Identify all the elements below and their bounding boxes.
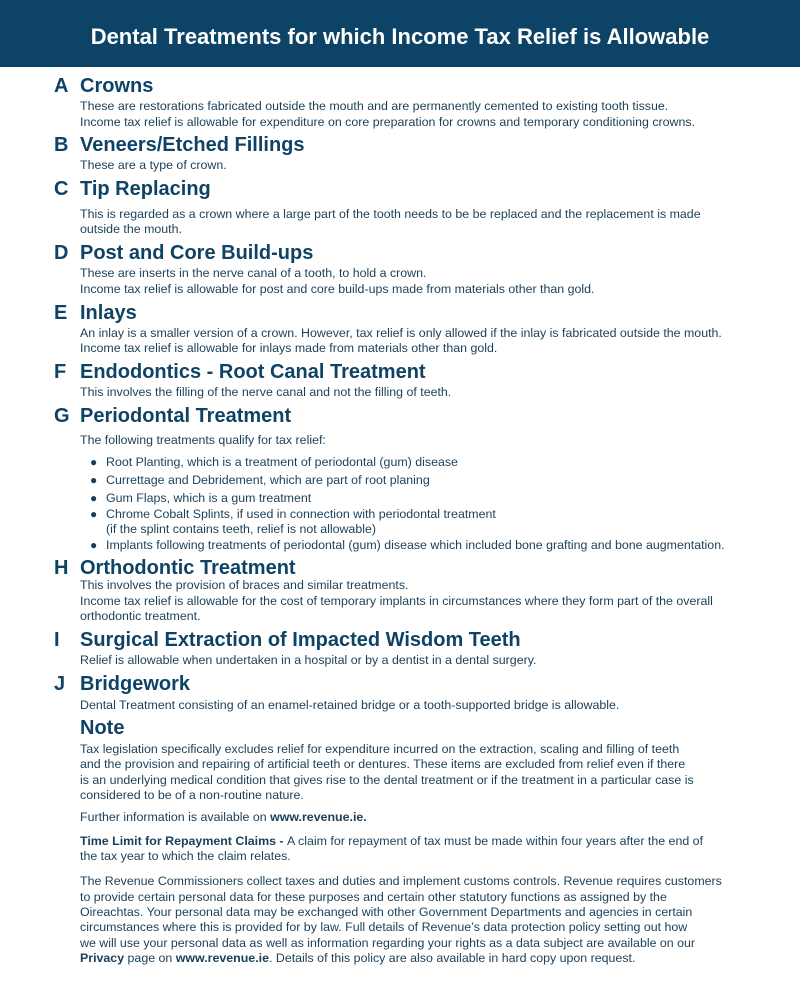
note-heading: Note — [80, 717, 125, 739]
section-text: These are inserts in the nerve canal of a tooth, to hold a crown. — [80, 266, 427, 280]
section-text: This involves the provision of braces and similar treatments. — [80, 578, 409, 592]
section-text: Relief is allowable when undertaken in a hospital or by a dentist in a dental surgery. — [80, 653, 537, 667]
note-text: and the provision and repairing of artificial teeth or dentures. These items are excluded from relief even if there — [80, 757, 686, 771]
privacy-text: we will use your personal data as well as information regarding your rights as a data subject are available on our — [80, 936, 696, 950]
section-letter: A — [54, 75, 69, 97]
section-heading: Inlays — [80, 302, 137, 324]
note-text: considered to be of a non-routine nature. — [80, 788, 304, 802]
section-heading: Tip Replacing — [80, 178, 211, 200]
section-heading: Endodontics - Root Canal Treatment — [80, 361, 426, 383]
section-letter: B — [54, 134, 69, 156]
section-letter: F — [54, 361, 67, 383]
section-heading: Periodontal Treatment — [80, 405, 292, 427]
section-heading: Veneers/Etched Fillings — [80, 134, 305, 156]
list-item: Root Planting, which is a treatment of periodontal (gum) disease — [106, 455, 458, 469]
list-item: Gum Flaps, which is a gum treatment — [106, 491, 312, 505]
section-text: These are a type of crown. — [80, 158, 227, 172]
privacy-text: Oireachtas. Your personal data may be exchanged with other Government Departments and agencies in certain — [80, 905, 693, 919]
further-info — [80, 810, 760, 826]
section-letter: I — [54, 629, 60, 651]
note-text: Tax legislation specifically excludes relief for expenditure incurred on the extraction, scaling and filling of teeth — [80, 742, 680, 756]
time-limit-text: the tax year to which the claim relates. — [80, 849, 291, 863]
privacy-text: circumstances where this is provided for by law. Full details of Revenue’s data protection policy setting out how — [80, 920, 688, 934]
section-letter: J — [54, 673, 66, 695]
bullet-icon: ● — [90, 507, 98, 521]
section-text: Income tax relief is allowable for post and core build-ups made from materials other than gold. — [80, 282, 595, 296]
bullet-icon: ● — [90, 473, 98, 487]
list-item: Implants following treatments of periodontal (gum) disease which included bone grafting and bone augmentation. — [106, 538, 725, 552]
revenue-link[interactable]: www.revenue.ie. — [270, 810, 367, 824]
time-limit-label: Time Limit for Repayment Claims - — [80, 834, 288, 848]
time-limit-text: A claim for repayment of tax must be made within four years after the end of — [287, 834, 704, 848]
section-heading: Surgical Extraction of Impacted Wisdom Teeth — [80, 629, 521, 651]
note-text: is an underlying medical condition that gives rise to the dental treatment or if the treatment in a particular case is — [80, 773, 694, 787]
page-header — [0, 0, 800, 67]
section-text: Income tax relief is allowable for expenditure on core preparation for crowns and temporary conditioning crowns. — [80, 115, 696, 129]
bullet-icon: ● — [90, 538, 98, 552]
section-text: The following treatments qualify for tax relief: — [80, 433, 326, 447]
privacy-text: to provide certain personal data for these purposes and certain other statutory functions as assigned by the — [80, 890, 667, 904]
revenue-link-2[interactable]: www.revenue.ie — [175, 951, 269, 965]
list-item: Currettage and Debridement, which are part of root planing — [106, 473, 430, 487]
privacy-link[interactable]: Privacy — [80, 951, 125, 965]
section-text: This involves the filling of the nerve canal and not the filling of teeth. — [80, 385, 452, 399]
section-letter: H — [54, 557, 69, 579]
section-text: orthodontic treatment. — [80, 609, 201, 623]
section-letter: C — [54, 178, 69, 200]
section-text: This is regarded as a crown where a large part of the tooth needs to be be replaced and the replacement is made — [80, 207, 701, 221]
section-text: Income tax relief is allowable for the cost of temporary implants in circumstances where they form part of the overall — [80, 594, 713, 608]
section-text: outside the mouth. — [80, 222, 182, 236]
section-text: Income tax relief is allowable for inlays made from materials other than gold. — [80, 341, 498, 355]
section-letter: D — [54, 242, 69, 264]
bullet-icon: ● — [90, 455, 98, 469]
list-item: Chrome Cobalt Splints, if used in connection with periodontal treatment — [106, 507, 496, 521]
further-info-text: Further information is available on — [80, 810, 271, 824]
privacy-text: The Revenue Commissioners collect taxes and duties and implement customs controls. Revenue requires customers — [80, 874, 722, 888]
bullet-icon: ● — [90, 491, 98, 505]
section-text: An inlay is a smaller version of a crown. However, tax relief is only allowed if the inlay is fabricated outside the mouth. — [80, 326, 722, 340]
page-title: Dental Treatments for which Income Tax Relief is Allowable — [90, 23, 710, 49]
section-text: These are restorations fabricated outside the mouth and are permanently cemented to existing tooth tissue. — [80, 99, 669, 113]
section-heading: Bridgework — [80, 673, 191, 695]
privacy-text-last — [80, 951, 760, 967]
section-heading: Crowns — [80, 75, 154, 97]
list-item-continuation: (if the splint contains teeth, relief is not allowable) — [106, 522, 376, 536]
section-letter: G — [54, 405, 70, 427]
privacy-mid: page on — [124, 951, 176, 965]
privacy-end: . Details of this policy are also available in hard copy upon request. — [268, 951, 636, 965]
section-text: Dental Treatment consisting of an enamel-retained bridge or a tooth-supported bridge is allowable. — [80, 698, 620, 712]
section-letter: E — [54, 302, 68, 324]
section-heading: Orthodontic Treatment — [80, 557, 296, 579]
time-limit — [80, 834, 760, 850]
section-heading: Post and Core Build-ups — [80, 242, 314, 264]
